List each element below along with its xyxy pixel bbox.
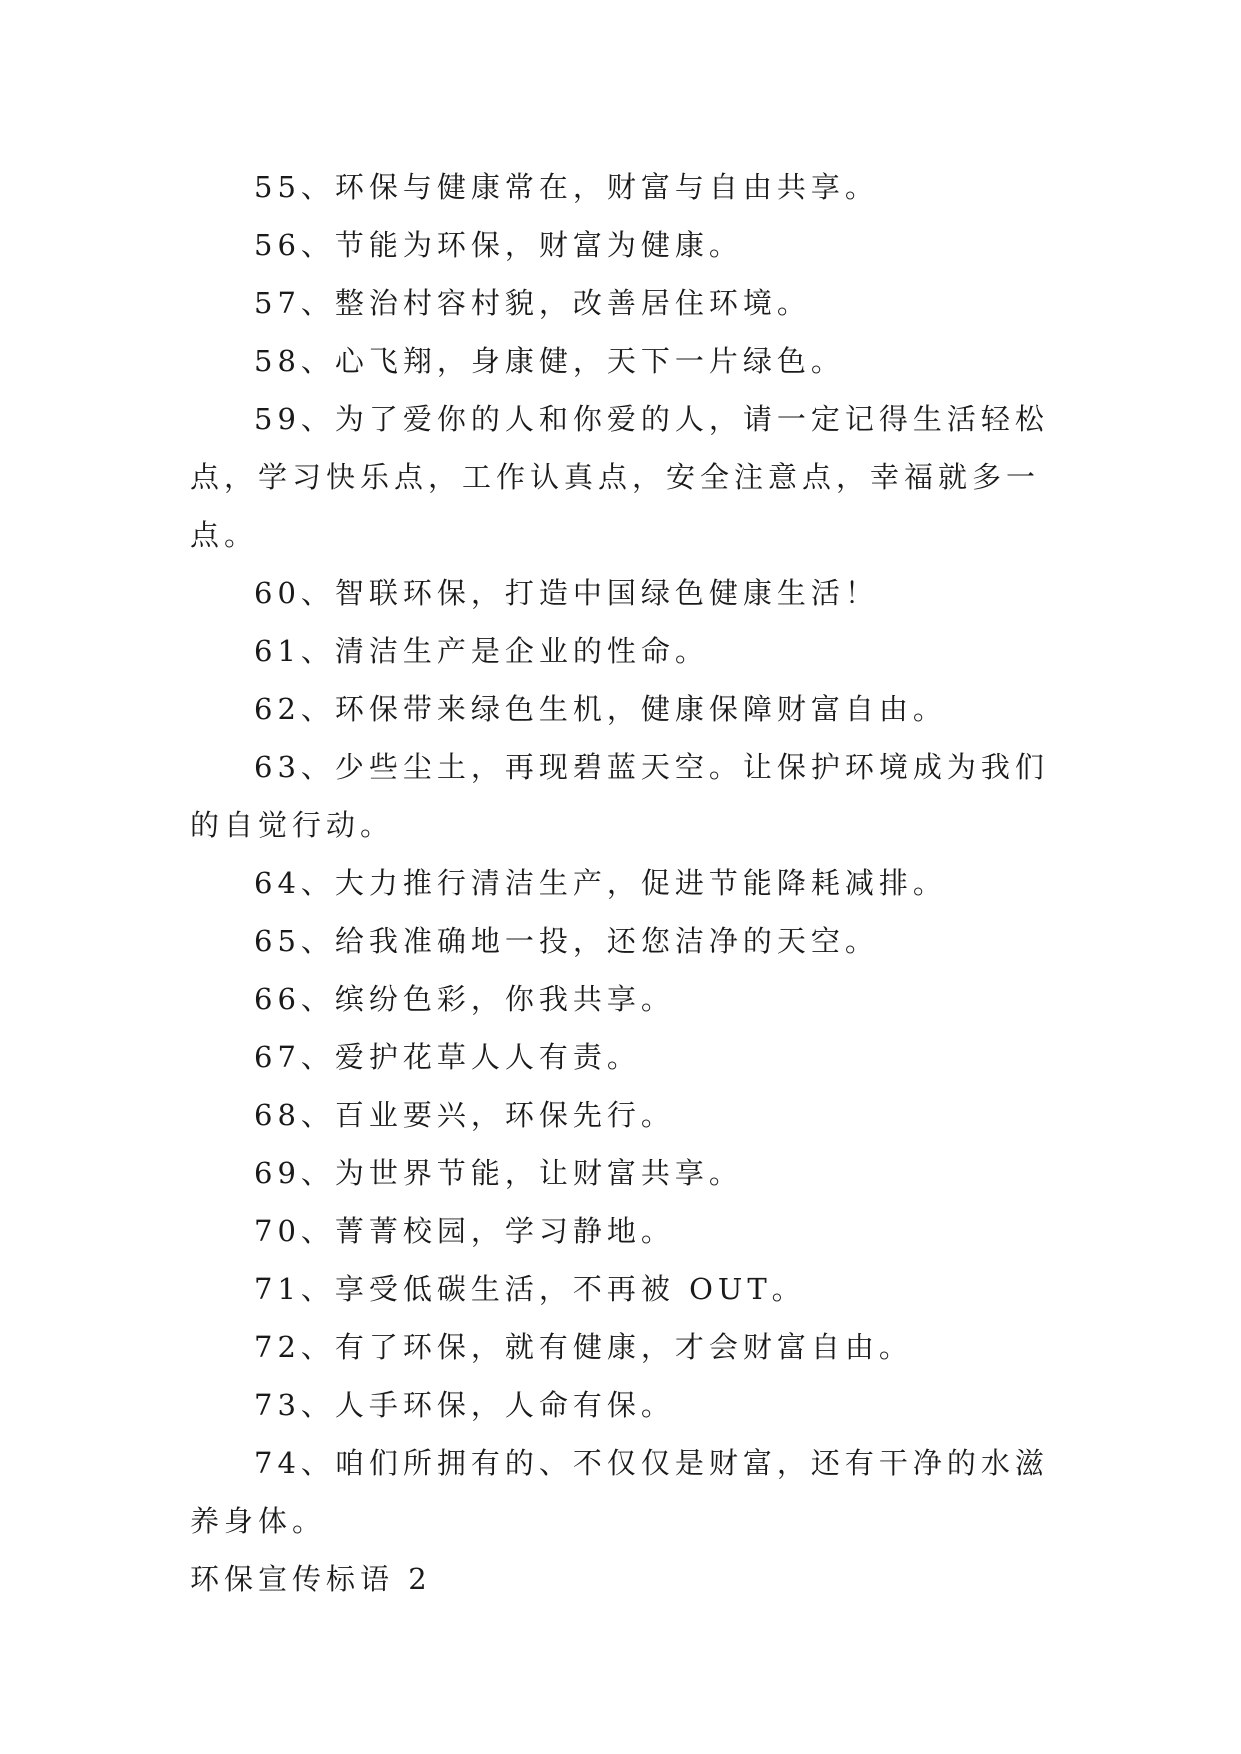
section-heading: 环保宣传标语 2 [190, 1562, 432, 1596]
slogan-item-70: 70、菁菁校园，学习静地。 [254, 1214, 675, 1248]
slogan-item-68: 68、百业要兴，环保先行。 [254, 1098, 675, 1132]
slogan-item-55: 55、环保与健康常在，财富与自由共享。 [254, 170, 879, 204]
slogan-item-69: 69、为世界节能，让财富共享。 [254, 1156, 743, 1190]
slogan-item-63: 63、少些尘土，再现碧蓝天空。让保护环境成为我们的自觉行动。 [190, 750, 1049, 842]
document-body [190, 158, 1050, 1608]
slogan-item-60: 60、智联环保，打造中国绿色健康生活！ [254, 576, 879, 610]
slogan-item-57: 57、整治村容村貌，改善居住环境。 [254, 286, 811, 320]
slogan-item-56: 56、节能为环保，财富为健康。 [254, 228, 743, 262]
slogan-item-67: 67、爱护花草人人有责。 [254, 1040, 641, 1074]
slogan-item-66: 66、缤纷色彩，你我共享。 [254, 982, 675, 1016]
slogan-item-61: 61、清洁生产是企业的性命。 [254, 634, 709, 668]
slogan-item-59: 59、为了爱你的人和你爱的人，请一定记得生活轻松点，学习快乐点，工作认真点，安全注意点，幸福就多一点。 [190, 402, 1049, 552]
slogan-item-73: 73、人手环保，人命有保。 [254, 1388, 675, 1422]
slogan-item-65: 65、给我准确地一投，还您洁净的天空。 [254, 924, 879, 958]
slogan-item-58: 58、心飞翔，身康健，天下一片绿色。 [254, 344, 845, 378]
slogan-item-71: 71、享受低碳生活，不再被 OUT。 [254, 1272, 806, 1306]
slogan-item-72: 72、有了环保，就有健康，才会财富自由。 [254, 1330, 913, 1364]
slogan-item-64: 64、大力推行清洁生产，促进节能降耗减排。 [254, 866, 947, 900]
slogan-item-62: 62、环保带来绿色生机，健康保障财富自由。 [254, 692, 947, 726]
slogan-item-74: 74、咱们所拥有的、不仅仅是财富，还有干净的水滋养身体。 [190, 1446, 1049, 1538]
